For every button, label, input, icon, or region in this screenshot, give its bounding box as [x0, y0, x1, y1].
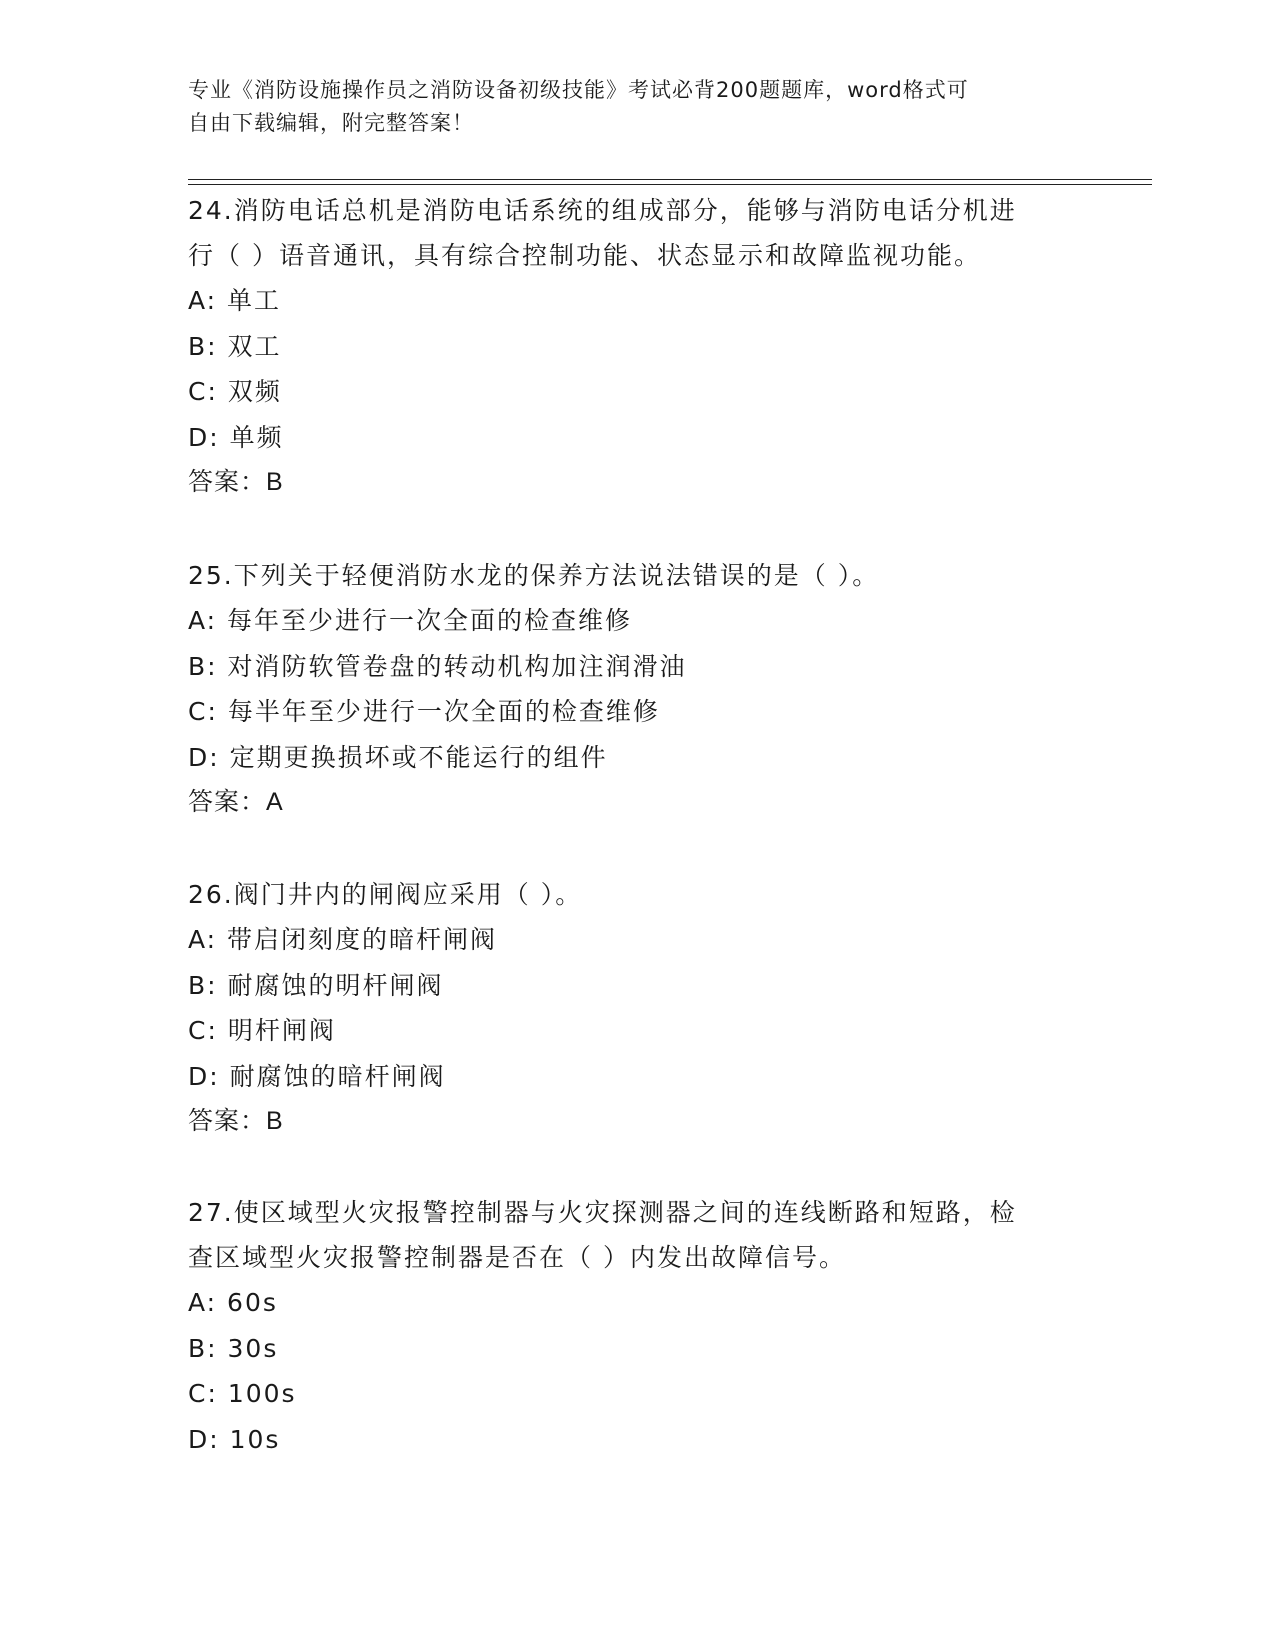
option-c: C: 100s: [188, 1379, 297, 1408]
option-a: A: 带启闭刻度的暗杆闸阀: [188, 925, 498, 954]
option-a: A: 每年至少进行一次全面的检查维修: [188, 606, 633, 635]
question-27: [188, 1190, 1088, 1462]
option-d: D: 定期更换损坏或不能运行的组件: [188, 742, 608, 772]
option-a: A: 60s: [188, 1288, 278, 1317]
option-b: B: 耐腐蚀的明杆闸阀: [188, 970, 444, 1000]
option-c: C: 双频: [188, 377, 282, 406]
question-stem-line-2: 查区域型火灾报警控制器是否在（ ）内发出故障信号。: [188, 1243, 846, 1272]
option-c: C: 明杆闸阀: [188, 1016, 336, 1045]
question-24: [188, 188, 1088, 506]
option-d: D: 单频: [188, 422, 284, 452]
option-b: B: 双工: [188, 331, 282, 361]
question-stem-line-1: 26.阀门井内的闸阀应采用（ ）。: [188, 880, 583, 909]
question-26: [188, 872, 1088, 1145]
header-line-2: 自由下载编辑，附完整答案！: [188, 111, 474, 135]
answer-line: 答案：A: [188, 788, 284, 816]
question-stem-line-1: 25.下列关于轻便消防水龙的保养方法说法错误的是（ ）。: [188, 561, 880, 590]
option-c: C: 每半年至少进行一次全面的检查维修: [188, 697, 660, 726]
question-stem-line-1: 27.使区域型火灾报警控制器与火灾探测器之间的连线断路和短路，检: [188, 1198, 1017, 1227]
option-d: D: 10s: [188, 1424, 281, 1454]
header-divider-top: [188, 179, 1152, 180]
header-line-1: 专业《消防设施操作员之消防设备初级技能》考试必背200题题库，word格式可: [188, 78, 969, 102]
question-stem-line-2: 行（ ）语音通讯，具有综合控制功能、状态显示和故障监视功能。: [188, 241, 981, 270]
answer-line: 答案：B: [188, 1107, 284, 1135]
option-a: A: 单工: [188, 286, 282, 315]
question-25: [188, 553, 1088, 826]
document-header: [188, 74, 1068, 140]
header-divider-bottom: [188, 184, 1152, 185]
option-d: D: 耐腐蚀的暗杆闸阀: [188, 1061, 446, 1091]
option-b: B: 30s: [188, 1333, 279, 1363]
answer-line: 答案：B: [188, 468, 284, 496]
option-b: B: 对消防软管卷盘的转动机构加注润滑油: [188, 651, 687, 681]
question-stem-line-1: 24.消防电话总机是消防电话系统的组成部分，能够与消防电话分机进: [188, 196, 1017, 225]
